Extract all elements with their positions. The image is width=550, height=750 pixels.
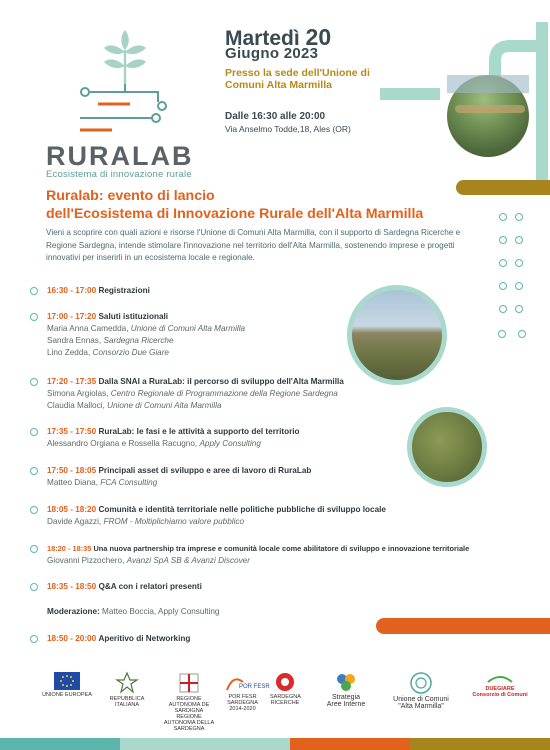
title-line-2: dell'Ecosistema di Innovazione Rurale dell'Alta Marmilla [46,206,424,222]
agenda-item [30,581,510,593]
agenda-heading [47,285,510,297]
decorative-dot [515,305,523,313]
agenda-heading [47,504,510,516]
footer-strip-gold [410,738,550,750]
speaker-name: Giovanni Pizzochero, [47,556,127,565]
agenda-bullet-icon [30,378,38,386]
agenda-bullet-icon [30,287,38,295]
event-time: Dalle 16:30 alle 20:00 [225,111,326,122]
agenda-heading [47,581,510,593]
agenda-time: 16:30 - 17:00 [47,286,97,295]
decorative-dot [515,236,523,244]
footer-logo-label: POR FESR SARDEGNA 2014-2020 [227,694,258,712]
speaker-name: Davide Agazzi, [47,517,104,526]
agenda-time: 18:50 - 20:00 [47,634,97,643]
sardegna-ricerche-logo-icon [270,672,300,694]
speaker-org: Consorzio Due Giare [92,348,169,357]
speaker-name: Matteo Diana, [47,478,101,487]
speaker-org: Unione di Comuni Alta Marmilla [130,324,246,333]
title-line-1: Ruralab: evento di lancio [46,188,215,204]
unione-comuni-logo-icon [386,672,456,696]
orange-accent-bar [376,618,550,634]
agenda-time: 18:35 - 18:50 [47,582,97,591]
footer-logo-label: REPUBBLICA ITALIANA [109,696,145,708]
decorative-dot [515,213,523,221]
footer-strip-teal [0,738,120,750]
agenda-heading [47,311,510,323]
landscape-photo-1 [447,75,529,157]
day-name: Martedì [225,27,300,50]
speaker-name: Claudia Malloci, [47,401,108,410]
event-month: Giugno 2023 [225,45,319,62]
agenda-time: 17:20 - 17:35 [47,377,97,386]
event-venue: Presso la sede dell'Unione di Comuni Alta Marmilla [225,67,370,91]
agenda-title: Principali asset di sviluppo e aree di lavoro di RuraLab [98,466,312,475]
decorative-dot [515,259,523,267]
speaker-org: Unione di Comuni Alta Marmilla [107,401,222,410]
agenda-title: Aperitivo di Networking [98,634,191,643]
footer-logo-label: DUEGIARE Consorzio di Comuni [472,686,528,698]
agenda-title: Q&A con i relatori presenti [98,582,202,591]
footer-logo [270,672,300,706]
footer-logo-label: Strategia Aree Interne [326,694,366,708]
eu-flag-icon [42,672,92,692]
agenda-time: 17:35 - 17:50 [47,427,97,436]
speaker-name: Sandra Ennas, [47,336,104,345]
agenda-bullet-icon [30,635,38,643]
sardinia-region-emblem-icon [160,672,218,696]
agenda-bullet-icon [30,313,38,321]
agenda-item [30,633,510,645]
agenda-title: Saluti istituzionali [98,312,169,321]
speaker-org: FCA Consulting [100,478,158,487]
footer-logo [386,672,456,710]
footer-logo [220,672,270,712]
agenda-time: 18:05 - 18:20 [47,505,97,514]
footer-logo [102,672,152,708]
moderation-label: Moderazione: [47,607,100,616]
moderation [30,606,510,618]
footer-logo [42,672,92,698]
agenda-item [30,504,510,528]
agenda-heading [47,465,510,477]
agenda-speaker [47,335,510,347]
agenda-title: Dalla SNAI a RuraLab: il percorso di sviluppo dell'Alta Marmilla [98,377,344,386]
footer-logo-label: UNIONE EUROPEA [42,692,92,698]
agenda-heading [47,543,510,555]
speaker-org: Avanzi SpA SB & Avanzi Discover [126,556,250,565]
speaker-org: Apply Consulting [199,439,261,448]
agenda-bullet-icon [30,506,38,514]
speaker-name: Alessandro Orgiana e Rossella Racugno, [47,439,200,448]
agenda-speaker [47,347,510,359]
decorative-dot [499,259,507,267]
decorative-dot [518,330,526,338]
agenda-item [30,543,510,567]
agenda-title: Registrazioni [98,286,150,295]
event-address: Via Anselmo Todde,18, Ales (OR) [225,124,351,134]
decorative-dot [499,236,507,244]
agenda-bullet-icon [30,583,38,591]
agenda-title: Una nuova partnership tra imprese e comunità locale come abilitatore di sviluppo e innovazione territoriale [93,544,470,553]
decorative-dot [499,213,507,221]
footer-logo-label: SARDEGNA RICERCHE [270,694,301,706]
decorative-dot [515,282,523,290]
event-title [46,187,486,223]
brand-name: RURALAB [46,141,194,171]
agenda-bullet-icon [30,428,38,436]
speaker-org: Centro Regionale di Programmazione della Regione Sardegna [110,389,338,398]
agenda-speaker [47,516,510,528]
por-fesr-logo-icon [220,672,270,694]
agenda-speaker [47,323,510,335]
agenda-speaker [47,388,510,400]
agenda-item [30,376,510,412]
speaker-name: Lino Zedda, [47,348,93,357]
agenda-speaker [47,400,510,412]
agenda-heading [47,376,510,388]
day-number: 20 [305,24,332,50]
event-intro: Vieni a scoprire con quali azioni e risorse l'Unione di Comuni Alta Marmilla, con il supporto di Sardegna Ricerche e Regione Sardegna, intende stimolare l'innovazione nel territorio dell'Alta Marmilla, sostenendo imprese e progetti innovativi per inserirli in un ecosistema locale e regionale. [46,228,461,262]
agenda-speaker [47,477,510,489]
italian-republic-emblem-icon [102,672,152,696]
agenda-item [30,311,510,359]
agenda-time: 17:50 - 18:05 [47,466,97,475]
agenda-title: RuraLab: le fasi e le attività a supporto del territorio [98,427,300,436]
agenda-title: Comunità e identità territoriale nelle politiche pubbliche di sviluppo locale [98,505,386,514]
footer-logo [470,672,530,698]
brand-tagline: Ecosistema di innovazione rurale [46,169,192,180]
agenda-heading [47,633,510,645]
agenda-time: 18:20 - 18:35 [47,544,92,553]
speaker-name: Simona Argiolas, [47,389,111,398]
strategia-aree-interne-logo-icon [312,672,380,694]
agenda-speaker [47,555,510,567]
agenda-bullet-icon [30,545,38,553]
agenda-item [30,426,510,450]
ruralab-logo-icon [70,22,180,137]
footer-strip-lightteal [120,738,290,750]
footer-logo-label: REGIONE AUTONOMA DE SARDIGNA REGIONE AUTONOMA DELLA SARDEGNA [163,696,215,732]
agenda-bullet-icon [30,467,38,475]
svg-text:POR FESR: POR FESR [238,684,270,690]
agenda-heading [47,426,510,438]
footer-strip-orange [290,738,410,750]
agenda-speaker [47,438,510,450]
speaker-org: Sardegna Ricerche [103,336,174,345]
duegiare-logo-icon [470,672,530,686]
footer-logo [160,672,218,732]
footer-logo-label: Unione di Comuni "Alta Marmilla" [393,696,449,710]
agenda-item [30,285,510,297]
agenda-time: 17:00 - 17:20 [47,312,97,321]
speaker-org: FROM - Moltiplichiamo valore pubblico [103,517,245,526]
footer-logo [312,672,380,708]
agenda-item [30,465,510,489]
speaker-name: Maria Anna Camedda, [47,324,131,333]
moderation-text: Matteo Boccia, Apply Consulting [99,607,220,616]
